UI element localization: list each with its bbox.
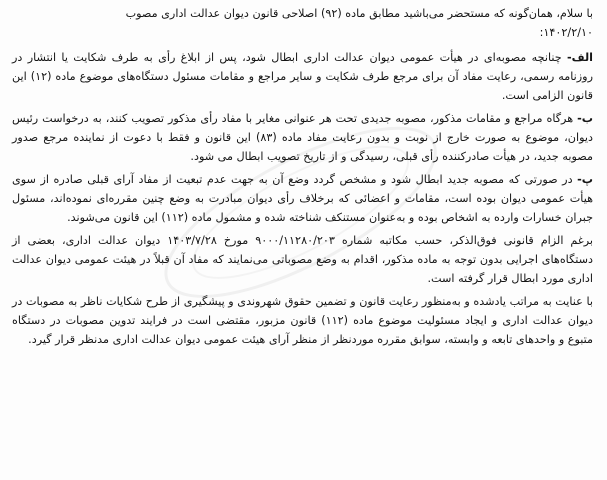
conclusion-paragraph: [12, 292, 593, 349]
clause-be: [12, 109, 593, 166]
clause-text: چنانچه مصوبه‌ای در هیأت عمومی دیوان عدالت اداری ابطال شود، پس از ابلاغ رأی به طرف شکایت یا انتشار در روزنامه رسمی، رعایت مفاد آن برای مرجع طرف شکایت و سایر مراجع و مقامات مسئول دستگاه‌های موضوع ماده (۱۲) این قانون الزامی است.: [12, 51, 593, 102]
intro-line-2: ۱۴۰۲/۲/۱۰:: [539, 26, 593, 39]
notice-paragraph: [12, 231, 593, 288]
clause-label: ب-: [577, 112, 593, 125]
clause-label: پ-: [577, 173, 593, 186]
clause-text: هرگاه مراجع و مقامات مذکور، مصوبه جدیدی تحت هر عنوانی مغایر با مفاد رأی مذکور تصویب کنند، به درخواست رئیس دیوان، موضوع به صورت خارج از نوبت و بدون رعایت مفاد ماده (۸۳) این قانون و فقط با دعوت از نماینده مرجع صدور مصوبه جدید، در هیأت صادرکننده رأی قبلی، رسیدگی و از تاریخ تصویب ابطال می شود.: [12, 112, 593, 163]
clause-text: در صورتی که مصوبه جدید ابطال شود و مشخص گردد وضع آن به جهت عدم تبعیت از مفاد آرای قبلی صادره از سوی هیأت عمومی دیوان بوده است، مقامات و اعضائی که برخلاف رأی دیوان مبادرت به وضع چنین مقرره‌ای نموده‌اند، مسئول جبران خسارات وارده به اشخاص بوده و به‌عنوان مستنکف شناخته شده و مشمول ماده (۱۱۲) این قانون می‌شوند.: [12, 173, 593, 224]
clause-pe: [12, 170, 593, 227]
intro-paragraph: [12, 4, 593, 42]
paragraph-text: با عنایت به مراتب یادشده و به‌منظور رعایت قانون و تضمین حقوق شهروندی و پیشگیری از طرح شکایات ناظر به مصوبات در دیوان عدالت اداری و ایجاد مسئولیت موضوع ماده (۱۱۲) قانون مزبور، مقتضی است در فرایند تدوین مصوبات در دستگاه متبوع و واحدهای تابعه و وابسته، سوابق مقرره موردنظر از منظر آرای هیئت عمومی دیوان عدالت اداری مدنظر قرار گیرد.: [12, 295, 594, 346]
intro-line-1: با سلام، همان‌گونه که مستحضر می‌باشید مطابق ماده (۹۲) اصلاحی قانون دیوان عدالت اداری مصوب: [125, 7, 593, 20]
paragraph-text: برغم الزام قانونی فوق‌الذکر، حسب مکاتبه شماره ۹۰۰۰/۱۱۲۸۰/۲۰۳ مورخ ۱۴۰۳/۷/۲۸ دیوان عدالت اداری، بعضی از دستگاه‌های اجرایی بدون توجه به ماده مذکور، اقدام به وضع مصوباتی می‌نمایند که مفاد آن قبلاً در هیئت عمومی دیوان عدالت اداری مورد ابطال قرار گرفته است.: [12, 234, 594, 285]
clause-alef: [12, 48, 593, 105]
clause-label: الف-: [566, 51, 593, 64]
letter-body: [12, 4, 593, 353]
